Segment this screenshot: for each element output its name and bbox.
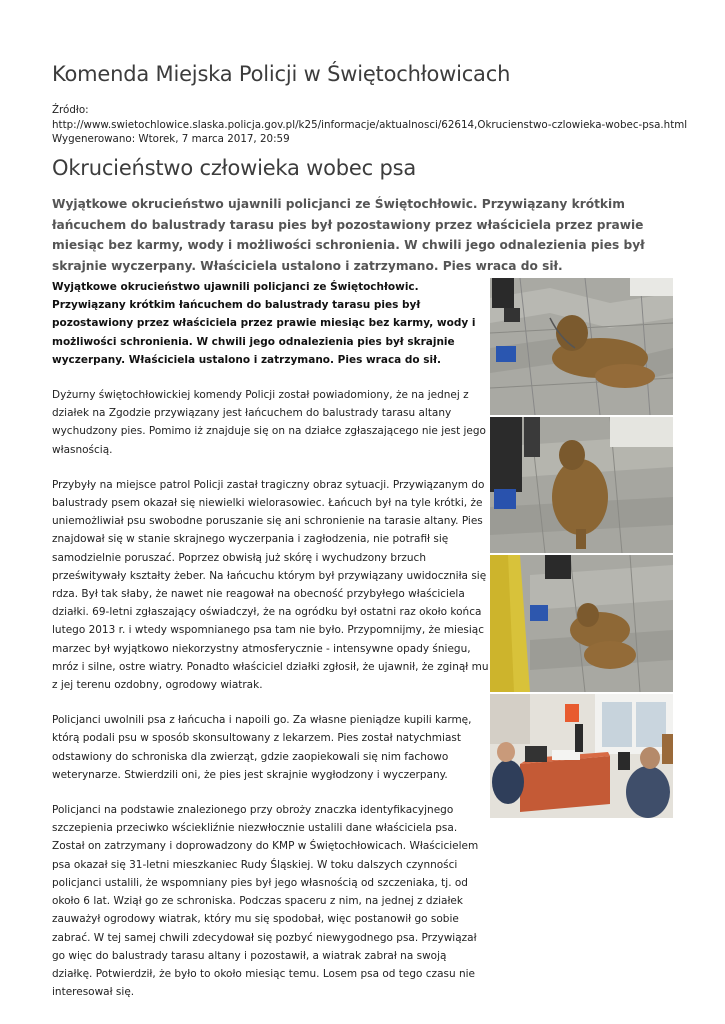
source-label: Źródło:: [52, 104, 89, 116]
photo-dog-yellow-edge: [490, 555, 673, 692]
article-body: [52, 278, 490, 1018]
article-lead: Wyjątkowe okrucieństwo ujawnili policjanci ze Świętochłowic. Przywiązany krótkim łańcuchem do balustrady tarasu pies był pozostawiony przez właściciela przez prawie miesiąc bez karmy, wody i możliwości schronienia. W chwili jego odnalezienia pies był skrajnie wyczerpany. Właściciela ustalono i zatrzymano. Pies wraca do sił.: [52, 197, 645, 273]
source-meta: [52, 103, 687, 147]
article-paragraph: Przybyły na miejsce patrol Policji zastał tragiczny obraz sytuacji. Przywiązanym do balustrady psem okazał się niewielki wielorasowiec. Łańcuch był na tyle krótki, że uniemożliwiał psu swobodne poruszanie się ani schronienie na tarasie altany. Pies znajdował się w stanie skrajnego wyczerpania i zagłodzenia, nie potrafił się samodzielnie poruszać. Poprzez obwisłą już skórę i wychudzony brzuch prześwitywały kształty żeber. Na łańcuchu którym był przywiązany uwidoczniła się rdza. Był tak słaby, że nawet nie reagował na obecność przybyłego właściciela działki. 69-letni zgłaszający oświadczył, że na ogródku był ostatni raz około końca lutego 2013 r. i wtedy wspomnianego psa tam nie było. Przypomnijmy, że miesiąc marzec był wyjątkowo niekorzystny atmosferycznie - intensywne opady śniegu, mróz i silne, ostre wiatry. Ponadto właściciel działki zgłosił, że ujawnił, że zginął mu z jej terenu ozdobny, ogrodowy wiatrak.: [52, 478, 489, 692]
article-paragraph: Policjanci uwolnili psa z łańcucha i napoili go. Za własne pieniądze kupili karmę, którą podali psu w sposób skonsultowany z lekarzem. Pies został natychmiast odstawiony do schroniska dla zwierząt, gdzie zaopiekowali się nim fachowo weterynarze. Stwierdzili oni, że pies jest skrajnie wygłodzony i wyczerpany.: [52, 714, 472, 781]
site-title: Komenda Miejska Policji w Świętochłowicach: [52, 62, 511, 86]
article-paragraph: Dyżurny świętochłowickiej komendy Policji został powiadomiony, że na jednej z działek na Zgodzie przywiązany jest łańcuchem do balustrady tarasu altany wychudzony pies. Pomimo iż znajduje się on na działce zgłaszającego nie jest jego własnością.: [52, 389, 486, 456]
generated-date: Wygenerowano: Wtorek, 7 marca 2017, 20:59: [52, 133, 290, 145]
article-paragraph: Wyjątkowe okrucieństwo ujawnili policjanci ze Świętochłowic. Przywiązany krótkim łańcuchem do balustrady tarasu pies był pozostawiony przez właściciela przez prawie miesiąc bez karmy, wody i możliwości schronienia. W chwili jego odnalezienia pies był skrajnie wyczerpany. Właściciela ustalono i zatrzymano. Pies wraca do sił.: [52, 281, 476, 366]
photo-dog-lying: [490, 278, 673, 415]
article-paragraph: Policjanci na podstawie znalezionego przy obroży znaczka identyfikacyjnego szczepienia przeciwko wściekliźnie niezwłocznie ustalili dane właściciela psa. Został on zatrzymany i doprowadzony do KMP w Świętochłowicach. Właścicielem psa okazał się 31-letni mieszkaniec Rudy Śląskiej. W toku dalszych czynności policjanci ustalili, że wspomniany pies był jego własnością od szczeniaka, tj. od około 6 lat. Wziął go ze schroniska. Podczas spaceru z nim, na jednej z działek zauważył ogrodowy wiatrak, który mu się spodobał, więc postanowił go sobie zabrać. W tej samej chwili zdecydował się pozbyć niewygodnego psa. Przywiązał go więc do balustrady tarasu altany i pozostawił, a wiatrak zabrał na swoją działkę. Potwierdził, że było to około miesiąc temu. Losem psa od tego czasu nie interesował się.: [52, 804, 479, 999]
photo-dog-sitting: [490, 417, 673, 553]
source-url[interactable]: http://www.swietochlowice.slaska.policja.gov.pl/k25/informacje/aktualnosci/62614,Okrucienstwo-czlowieka-wobec-psa.html: [52, 118, 688, 131]
article-title: Okrucieństwo człowieka wobec psa: [52, 156, 417, 180]
photo-office: [490, 694, 673, 818]
